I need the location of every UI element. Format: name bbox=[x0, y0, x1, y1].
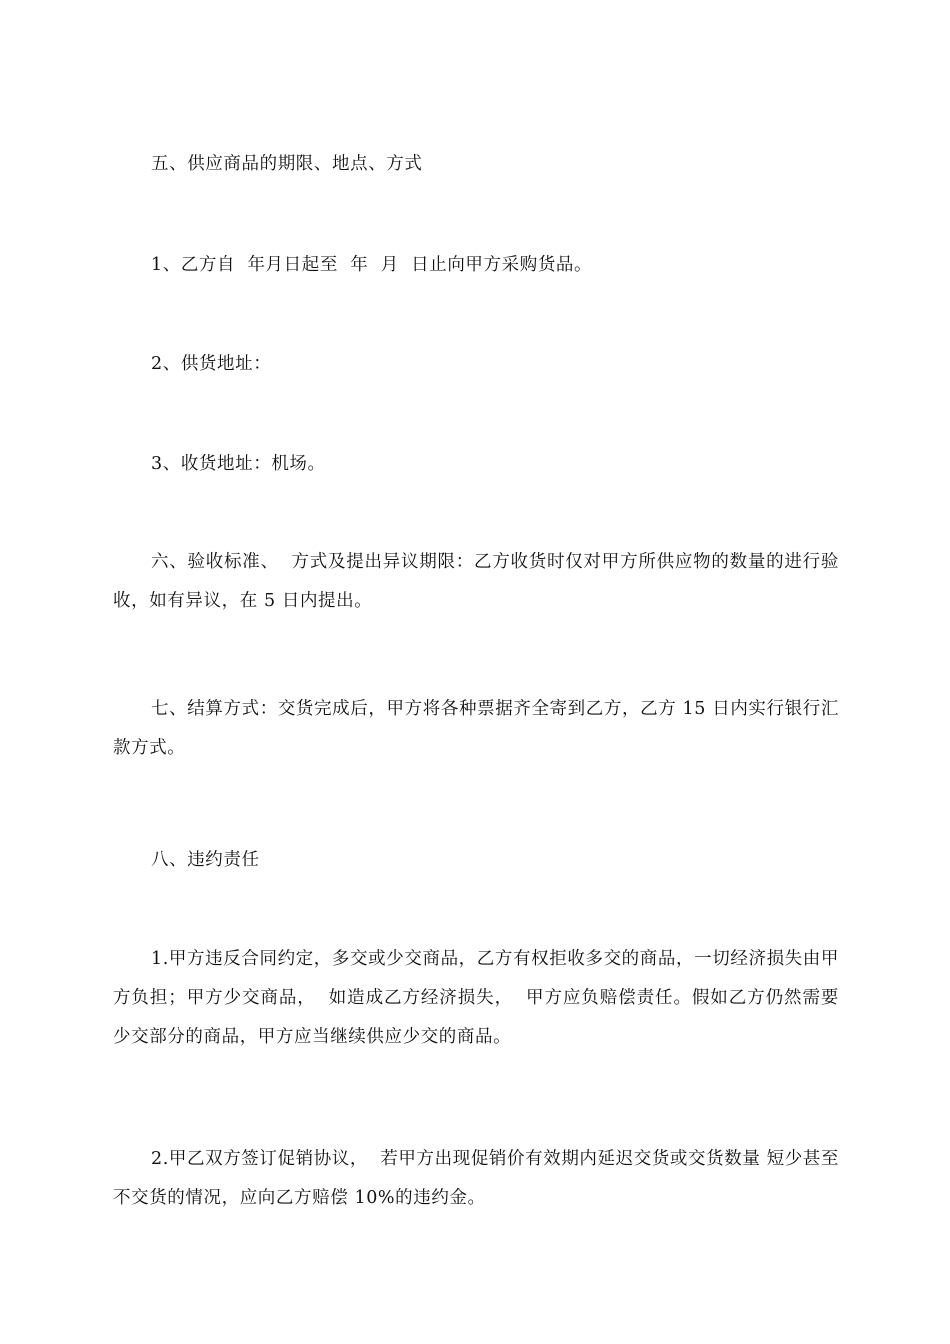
section-heading-5: 五、供应商品的期限、地点、方式 bbox=[151, 154, 423, 174]
section-heading-8: 八、违约责任 bbox=[151, 850, 260, 870]
section-7-paragraph: 七、结算方式：交货完成后，甲方将各种票据齐全寄到乙方，乙方 15 日内实行银行汇款方式。 bbox=[113, 699, 839, 758]
section-6-paragraph: 六、验收标准、 方式及提出异议期限：乙方收货时仅对甲方所供应物的数量的进行验收，如有异议，在 5 日内提出。 bbox=[113, 552, 839, 611]
clause-5-1: 1、乙方自 年月日起至 年 月 日止向甲方采购货品。 bbox=[151, 255, 593, 275]
clause-5-3: 3、收货地址：机场。 bbox=[151, 454, 326, 474]
clause-8-1: 1.甲方违反合同约定，多交或少交商品，乙方有权拒收多交的商品，一切经济损失由甲方负担；甲方少交商品， 如造成乙方经济损失， 甲方应负赔偿责任。假如乙方仍然需要少交部分的商品，甲方应当继续供应少交的商品。 bbox=[113, 949, 839, 1047]
clause-5-2: 2、供货地址： bbox=[151, 354, 272, 374]
clause-8-2: 2.甲乙双方签订促销协议， 若甲方出现促销价有效期内延迟交货或交货数量 短少甚至不交货的情况，应向乙方赔偿 10%的违约金。 bbox=[113, 1149, 839, 1208]
